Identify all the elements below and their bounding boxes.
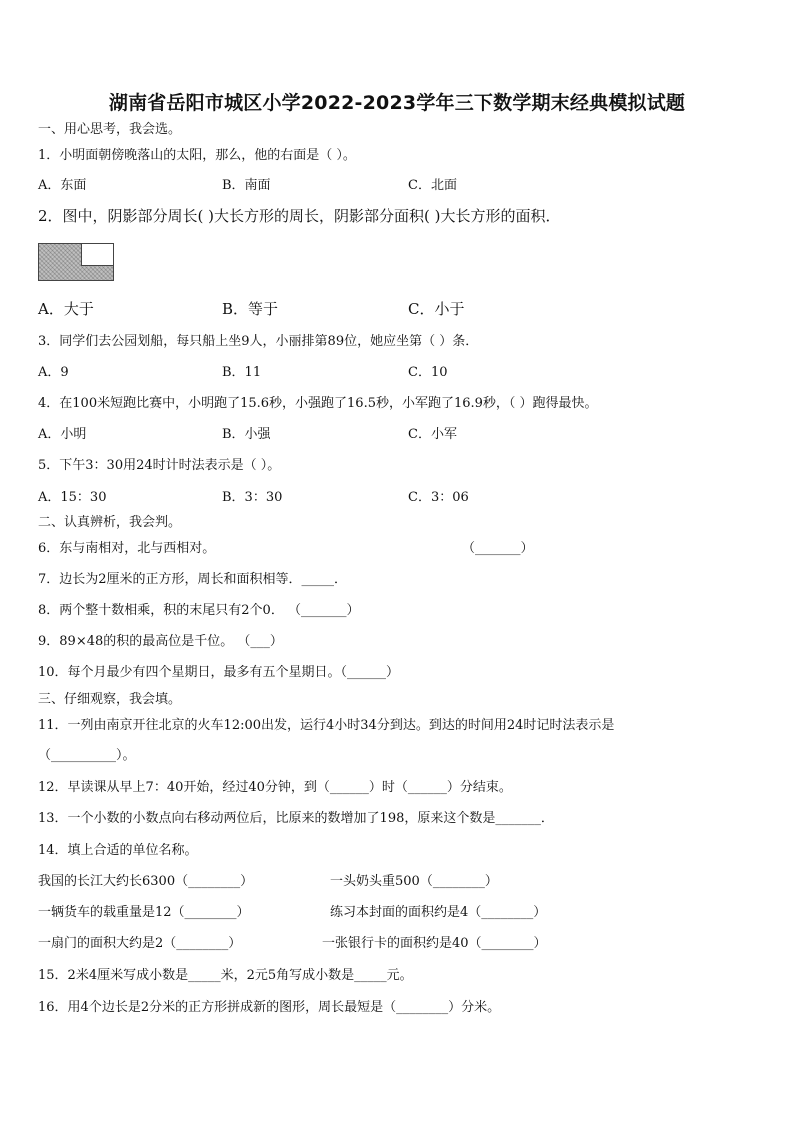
question-9: 9．89×48的积的最高位是千位。 （___） [38, 634, 283, 649]
section-3-heading: 三、仔细观察，我会填。 [38, 692, 182, 707]
q3-option-a: A．9 [38, 365, 69, 380]
q14-item-notebook: 练习本封面的面积约是4（________） [330, 905, 547, 920]
q5-option-b: B．3：30 [222, 490, 283, 505]
question-1: 1．小明面朝傍晚落山的太阳，那么，他的右面是（ ）。 [38, 148, 356, 163]
question-7: 7．边长为2厘米的正方形，周长和面积相等．_____． [38, 572, 348, 587]
question-4: 4．在100米短跑比赛中，小明跑了15.6秒，小强跑了16.5秒，小军跑了16.9秒，（ ）跑得最快。 [38, 396, 598, 411]
question-5: 5．下午3：30用24时计时法表示是（ ）。 [38, 458, 281, 473]
question-13: 13．一个小数的小数点向右移动两位后，比原来的数增加了198，原来这个数是_______． [38, 811, 554, 826]
q14-item-truck: 一辆货车的载重量是12（________） [38, 905, 250, 920]
question-11: 11．一列由南京开往北京的火车12:00出发，运行4小时34分到达。到达的时间用24时记时法表示是 [38, 718, 615, 733]
q2-option-c: C．小于 [408, 300, 465, 318]
q5-option-c: C．3：06 [408, 490, 469, 505]
q14-item-bankcard: 一张银行卡的面积约是40（________） [322, 936, 547, 951]
q4-option-b: B．小强 [222, 427, 271, 442]
question-15: 15．2米4厘米写成小数是_____米，2元5角写成小数是_____元。 [38, 968, 413, 983]
section-1-heading: 一、用心思考，我会选。 [38, 122, 182, 137]
q5-option-a: A．15：30 [38, 490, 107, 505]
question-16: 16．用4个边长是2分米的正方形拼成新的图形，周长最短是（________）分米。 [38, 1000, 501, 1015]
shaded-rectangle-figure [38, 243, 114, 281]
question-14: 14．填上合适的单位名称。 [38, 843, 198, 858]
question-8: 8．两个整十数相乘，积的末尾只有2个0． （_______） [38, 603, 360, 618]
q3-option-c: C．10 [408, 365, 448, 380]
question-12: 12．早读课从早上7：40开始，经过40分钟，到（______）时（______）分结束。 [38, 780, 512, 795]
section-2-heading: 二、认真辨析，我会判。 [38, 515, 182, 530]
question-6-answer-blank: （_______） [462, 541, 534, 556]
question-2: 2．图中，阴影部分周长( )大长方形的周长，阴影部分面积( )大长方形的面积． [38, 207, 561, 225]
q2-option-b: B．等于 [222, 300, 279, 318]
q14-item-door: 一扇门的面积大约是2（________） [38, 936, 242, 951]
question-6: 6．东与南相对，北与西相对。 [38, 541, 216, 556]
q14-item-yangtze: 我国的长江大约长6300（________） [38, 874, 254, 889]
q4-option-a: A．小明 [38, 427, 87, 442]
q1-option-a: A．东面 [38, 178, 87, 193]
question-10: 10．每个月最少有四个星期日，最多有五个星期日。（______） [38, 665, 400, 680]
q1-option-b: B．南面 [222, 178, 271, 193]
q1-option-c: C．北面 [408, 178, 457, 193]
q3-option-b: B．11 [222, 365, 262, 380]
page-title: 湖南省岳阳市城区小学2022-2023学年三下数学期末经典模拟试题 [108, 92, 686, 114]
question-11-answer-blank: （__________）。 [38, 748, 136, 763]
q2-option-a: A．大于 [38, 300, 94, 318]
q14-item-cow: 一头奶头重500（________） [330, 874, 498, 889]
question-3: 3．同学们去公园划船，每只船上坐9人，小丽排第89位，她应坐第（ ）条． [38, 334, 479, 349]
figure-cutout-square [81, 244, 113, 266]
q4-option-c: C．小军 [408, 427, 457, 442]
